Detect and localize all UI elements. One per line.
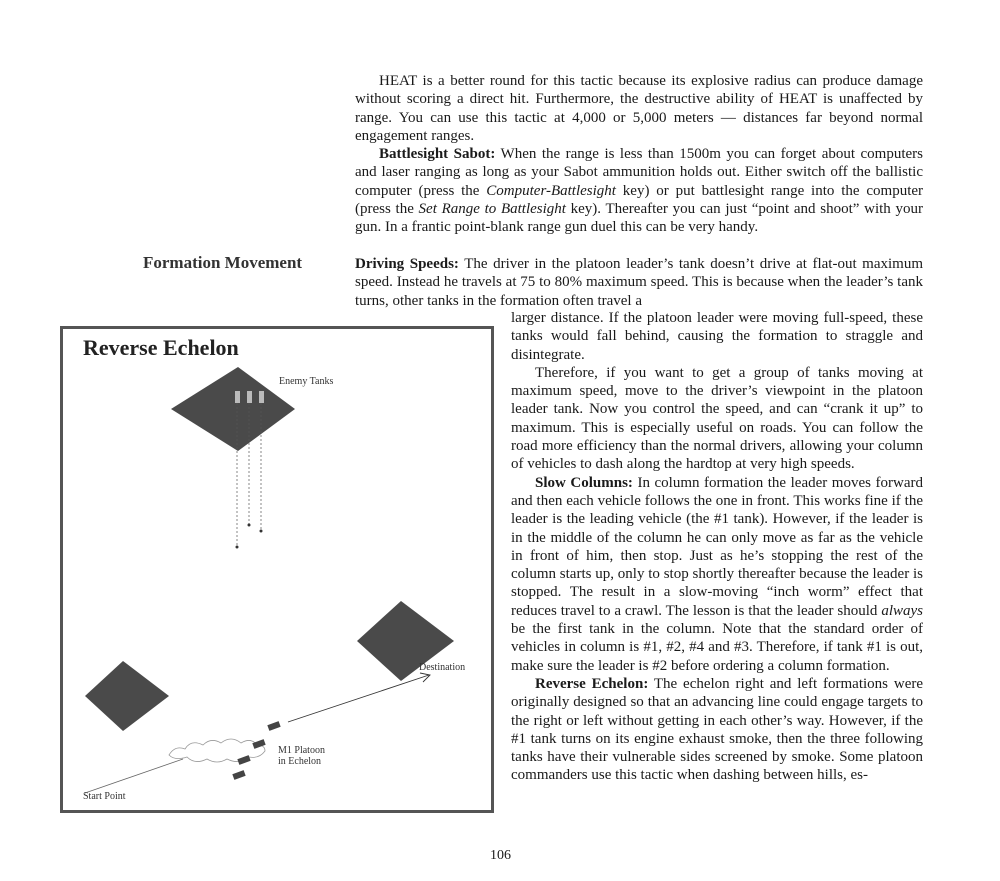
battlesight-key-1: Computer-Battlesight xyxy=(486,182,616,199)
slow-columns-text-a: In column formation the leader moves forward and then each vehicle follows the one in front. This works fine if the leader is the leading vehicle (the #1 tank). However, if the leader is in the middle of the column he can only move as far as the vehicle in front of him, then stop. Just as he’s stopping the rest of the column starts up, only to stop shortly thereafter because the leader is stopped. The result in a slow-moving “inch worm” effect that reduces travel to a crawl. The lesson is that the leader should xyxy=(511,474,923,619)
slow-columns-paragraph xyxy=(511,474,923,675)
battlesight-text-2: key) or put battlesight range into the computer (press the xyxy=(355,182,924,218)
driving-speeds-text-a: The driver in the platoon leader’s tank doesn’t drive at flat-out maximum speed. Instead he travels at 75 to 80% maximum speed. This is because when the leader’s tank turns, other tanks in the formation often travel a xyxy=(355,256,923,309)
m1-tank-icon xyxy=(237,755,250,765)
enemy-tank-icon xyxy=(247,391,252,403)
battlesight-paragraph xyxy=(355,145,923,236)
driving-speeds-heading: Driving Speeds: xyxy=(355,256,459,272)
right-column-text xyxy=(511,309,923,785)
m1-tank-icon xyxy=(232,770,245,780)
reverse-echelon-text: The echelon right and left formations were originally designed so that an advancing line could engage targets to the right or left without getting in each other’s way. However, if the #1 tank turns on its engine exhaust smoke, then the three following tanks have their vulnerable sides screened by smoke. Some platoon commanders use this tactic when dashing between hills, es- xyxy=(511,675,924,784)
slow-columns-text-b: be the first tank in the column. Note that the standard order of vehicles in column is #1, #2, #4 and #3. Therefore, if tank #1 is out, make sure the leader is #2 before ordering a column formation. xyxy=(511,621,923,674)
enemy-tank-icon xyxy=(235,391,240,403)
enemy-tank-icon xyxy=(259,391,264,403)
heat-paragraph xyxy=(355,72,923,145)
battlesight-text-3: key). Thereafter you can just “point and shoot” with your gun. In a frantic point-blank range gun duel this can be very handy. xyxy=(355,201,923,236)
destination-label: Destination xyxy=(419,662,466,673)
battlesight-heading: Battlesight Sabot: xyxy=(379,146,496,163)
slow-columns-heading: Slow Columns: xyxy=(535,474,633,491)
hill-diamond xyxy=(85,661,169,731)
formation-movement-heading: Formation Movement xyxy=(143,253,303,272)
enemy-tanks-label: Enemy Tanks xyxy=(279,376,334,387)
slow-columns-emphasis: always xyxy=(881,602,923,619)
driving-speeds-paragraph xyxy=(355,255,923,310)
platoon-label-line2: in Echelon xyxy=(278,756,322,767)
route-line xyxy=(288,675,429,722)
impact-dot xyxy=(260,530,263,533)
battlesight-key-2: Set Range to Battlesight xyxy=(418,201,566,218)
page-number: 106 xyxy=(490,848,511,863)
start-route-line xyxy=(85,759,183,793)
heat-text: HEAT is a better round for this tactic because its explosive radius can produce damage without scoring a direct hit. Furthermore, the destructive ability of HEAT is unaffected by range. You can use this tactic at 4,000 or 5,000 meters — distances far beyond normal engagement ranges. xyxy=(355,73,923,144)
top-paragraphs xyxy=(355,72,923,237)
enemy-diamond xyxy=(171,367,295,451)
smoke-cloud xyxy=(169,739,265,762)
diagram-graphic xyxy=(63,329,491,810)
start-point-label: Start Point xyxy=(83,791,126,802)
m1-tank-icon xyxy=(267,721,280,731)
driving-speeds-continued: larger distance. If the platoon leader were moving full-speed, these tanks would fall behind, causing the formation to straggle and disintegrate. xyxy=(511,310,923,363)
reverse-echelon-diagram xyxy=(60,326,494,813)
diagram-title: Reverse Echelon xyxy=(83,335,239,360)
impact-dot xyxy=(236,546,239,549)
reverse-echelon-heading: Reverse Echelon: xyxy=(535,675,649,692)
platoon-label-line1: M1 Platoon xyxy=(278,745,325,756)
therefore-paragraph: Therefore, if you want to get a group of tanks moving at maximum speed, move to the driver’s viewpoint in the platoon leader tank. Now you control the speed, and can “crank it up” to maximum. This is especially useful on roads. You can follow the road more efficiency than the normal drivers, allowing your column of vehicles to dash along the hardtop at very high speeds. xyxy=(511,364,923,473)
reverse-echelon-paragraph xyxy=(511,675,923,785)
battlesight-text-1: When the range is less than 1500m you can forget about computers and laser ranging as long as your Sabot ammunition holds out. Either switch off the ballistic computer (press the xyxy=(355,146,923,199)
impact-dot xyxy=(248,524,251,527)
